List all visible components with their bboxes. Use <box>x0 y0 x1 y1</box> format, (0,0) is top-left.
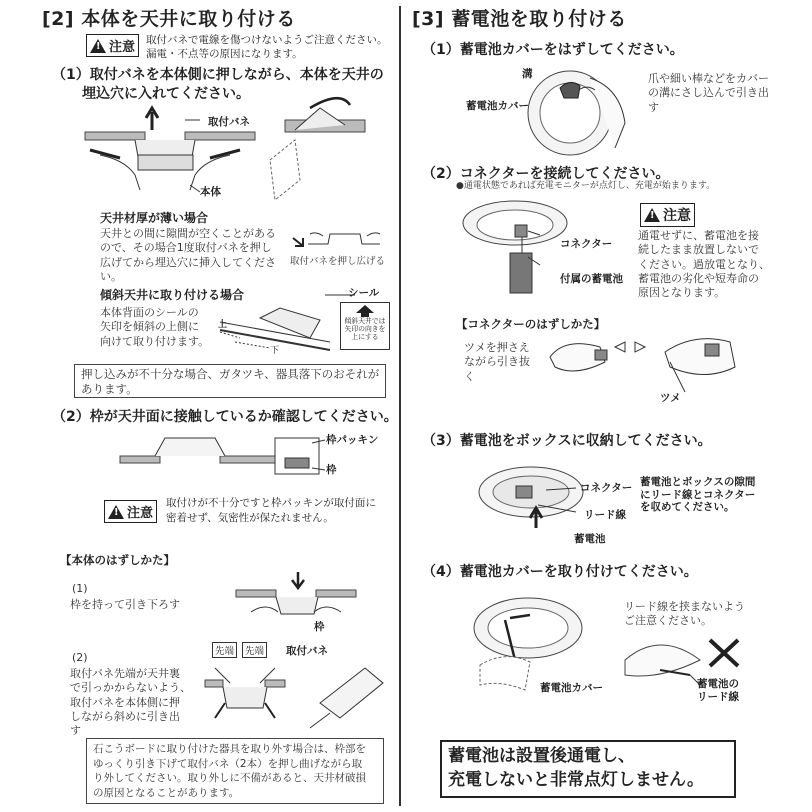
cover-label: 蓄電池カバー <box>466 100 529 112</box>
caution-line: 続したまま放置しないで <box>638 243 759 257</box>
caution-line: 密着せず、気密性が保たれません。 <box>166 512 334 525</box>
final-notice-text <box>448 745 704 793</box>
step-line: 埋込穴に入れてください。 <box>82 85 250 102</box>
seal-note-line: 傾斜天井では <box>344 317 386 325</box>
box-store-illustration <box>476 460 586 540</box>
text-line: ので、その場合1度取付バネを押し <box>100 241 272 255</box>
step3-note <box>640 476 755 514</box>
text-line: ツメを押さえ <box>464 341 530 354</box>
store-connector-label: コネクター <box>580 482 633 494</box>
note-line: 押し込みが不十分な場合、ガタツキ、器具落下のおそれが <box>81 367 380 381</box>
caution-line: 通電せずに、蓄電池を接 <box>638 229 759 242</box>
text-line: 向けて取り付けます。 <box>100 334 210 348</box>
right-step1: （1）蓄電池カバーをはずしてください。 <box>422 42 684 58</box>
removal-step1-num: (1) <box>72 582 88 595</box>
removal-step2-num: (2) <box>72 651 88 664</box>
right-step4: （4）蓄電池カバーを取り付けてください。 <box>422 564 698 580</box>
caution-badge <box>86 34 139 57</box>
note-box-2 <box>86 738 384 804</box>
text-line: く <box>464 369 475 383</box>
warning-icon <box>108 505 124 519</box>
text-line: 本体背面のシールの <box>100 306 199 319</box>
caution-line: ください。過放電となり、 <box>638 257 770 271</box>
removal-frame-label: 枠 <box>314 621 325 633</box>
note-line: 蓄電池とボックスの隙間 <box>640 476 756 488</box>
tip-label-left: 先端 <box>212 642 237 658</box>
text-line: 広げてから埋込穴に挿入してくださ <box>100 255 276 269</box>
warning-icon <box>90 39 106 53</box>
note-line: す <box>648 100 659 114</box>
caution-line: 原因となります。 <box>638 286 726 300</box>
disconnect-text <box>464 341 530 384</box>
note-line: リード線を挟まないよう <box>624 600 745 613</box>
body-label: 本体 <box>200 186 221 198</box>
label-line: リード線 <box>697 690 739 703</box>
thin-ceiling-title: 天井材厚が薄い場合 <box>100 211 209 225</box>
note-line: ゆっくり引き下げて取付バネ（2本）を押し曲げながら取 <box>93 757 363 770</box>
note-line: 石こうボードに取り付けた器具を取り外す場合は、枠部を <box>93 743 366 755</box>
caution-badge-2 <box>104 500 157 523</box>
slope-text <box>100 306 209 349</box>
step2-note: ●通電状態であれば充電モニターが点灯し、充電が始まります。 <box>456 181 716 191</box>
attach-cover-label: 蓄電池カバー <box>540 682 603 694</box>
text-line: 矢印を傾斜の上側に <box>100 320 199 334</box>
note-line: を収めてください。 <box>640 501 735 514</box>
mark-down-text: 下 <box>270 346 280 356</box>
packing-label: 枠パッキン <box>326 434 379 446</box>
seal-note-line: 矢印の向きを <box>344 325 386 334</box>
note-1-text <box>81 367 379 397</box>
caution-label: 注意 <box>663 208 691 224</box>
seal-box <box>340 302 390 350</box>
right-section-title: [3] 蓄電池を取り付ける <box>412 8 627 30</box>
left-section-title: [2] 本体を天井に取り付ける <box>42 8 296 30</box>
text-line: しながら斜めに引き出 <box>70 709 180 723</box>
final-line: 蓄電池は設置後通電し、 <box>448 746 635 766</box>
left-step2: （2）枠が天井面に接触しているか確認してください。 <box>52 409 398 425</box>
removal-illustration-1 <box>236 572 356 632</box>
thin-ceiling-text <box>100 227 276 284</box>
final-line: 充電しないと非常点灯しません。 <box>448 769 705 790</box>
text-line: 取付バネを本体側に押 <box>70 695 180 709</box>
cover-removal-illustration <box>520 68 640 158</box>
tip-label-right: 先端 <box>242 642 267 658</box>
caution-label: 注意 <box>127 506 154 521</box>
attach-lead-label <box>697 678 739 703</box>
caution-line: 漏電・不点等の原因になります。 <box>146 47 303 60</box>
text-line: ながら引き抜 <box>464 355 530 369</box>
step1-note <box>648 72 769 115</box>
step-line: （1）取付バネを本体側に押しながら、本体を天井の <box>52 67 384 83</box>
wrong-pinch-illustration <box>620 630 760 690</box>
right-step3: （3）蓄電池をボックスに収納してください。 <box>422 433 712 449</box>
note-2-text <box>93 742 366 801</box>
seal-note <box>341 317 389 341</box>
seal-label: シール <box>348 287 380 299</box>
warning-icon <box>644 208 660 222</box>
note-line: の溝にさし込んで引き出 <box>648 86 769 100</box>
disconnect-title: 【コネクターのはずしかた】 <box>456 317 606 331</box>
thin-ceiling-illustration <box>288 226 388 256</box>
connector-label: コネクター <box>560 238 613 250</box>
removal-spring-label: 取付バネ <box>286 645 328 657</box>
up-arrow-icon <box>356 305 374 317</box>
seal-note-line: 上にする <box>351 333 379 342</box>
note-line: にリード線とコネクター <box>640 488 756 501</box>
note-box-1 <box>74 364 386 398</box>
note-line: り外してください。取り外しに不備があると、天井材破損 <box>93 772 366 785</box>
caution-top-text <box>146 34 388 61</box>
text-line: 天井との間に隙間が空くことがある <box>100 227 276 240</box>
text-line: す <box>70 724 81 738</box>
text-line: い。 <box>100 269 122 283</box>
label-line: 蓄電池の <box>697 678 739 690</box>
slope-title: 傾斜天井に取り付ける場合 <box>100 288 245 302</box>
note-line: の原因となることがあります。 <box>93 787 240 800</box>
caution-label: 注意 <box>109 40 136 55</box>
frame-illustration <box>120 428 360 488</box>
caution-badge-right <box>640 203 695 227</box>
right-step2: （2）コネクターを接続してください。 <box>422 166 670 182</box>
removal-step2-text <box>70 667 191 738</box>
disconnect-illustration <box>545 322 745 392</box>
caution-line: 取付バネで電線を傷つけないようご注意ください。 <box>146 34 388 46</box>
text-line: で引っかからないよう、 <box>70 681 191 695</box>
note-line: あります。 <box>81 381 138 396</box>
tab-label: ツメ <box>660 392 681 404</box>
caution-line: 取付けが不十分ですと枠パッキンが取付面に <box>166 497 376 509</box>
caution-line: 蓄電池の劣化や短寿命の <box>638 271 759 285</box>
cover-attach-illustration <box>470 590 585 690</box>
battery-label: 付属の蓄電池 <box>560 273 623 285</box>
frame-label: 枠 <box>326 464 337 476</box>
removal-step1-text: 枠を持って引き下ろす <box>70 598 180 611</box>
store-battery-label: 蓄電池 <box>574 533 606 545</box>
groove-label: 溝 <box>522 68 533 80</box>
thin-ceiling-caption: 取付バネを押し広げる <box>290 256 386 267</box>
lead-wire-label: リード線 <box>584 509 626 521</box>
prohibited-icon <box>710 640 738 666</box>
text-line: 取付バネ先端が天井裏 <box>70 667 180 680</box>
column-divider <box>399 6 401 806</box>
final-notice-box <box>440 740 736 798</box>
removal-illustration-2 <box>205 658 390 733</box>
note-line: 爪や細い棒などをカバー <box>648 72 769 85</box>
spring-label: 取付バネ <box>208 116 250 128</box>
caution-right-text <box>638 229 770 300</box>
removal-title: 【本体のはずしかた】 <box>60 553 175 567</box>
mark-up-text: 上 <box>218 320 228 330</box>
step4-note <box>624 600 745 629</box>
caution-2-text <box>166 496 376 526</box>
note-line: ご注意ください。 <box>624 614 712 628</box>
